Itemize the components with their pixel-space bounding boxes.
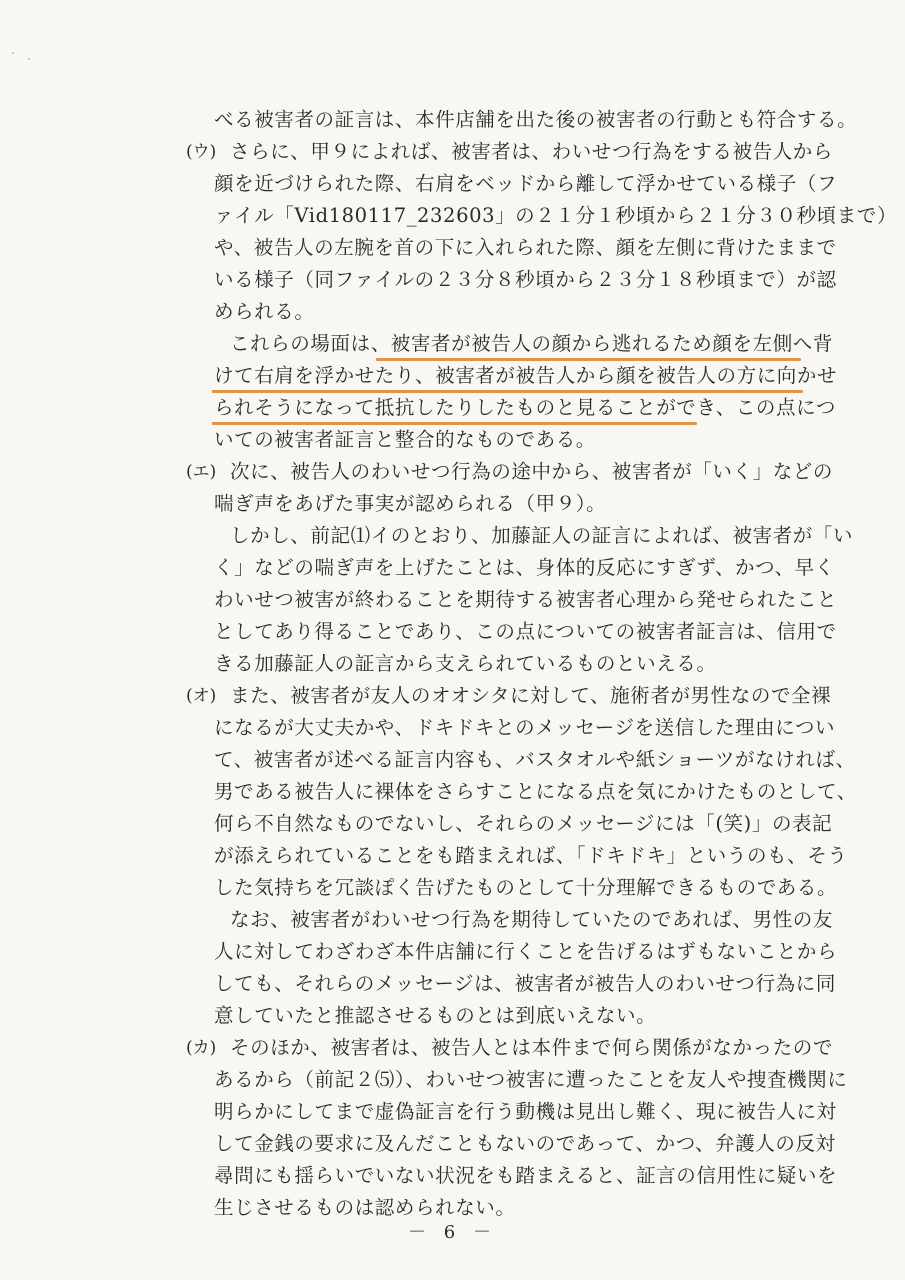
text-line: ァイル「Vid180117_232603」の２１分１秒頃から２１分３０秒頃まで）	[214, 204, 898, 227]
item-marker-e: (エ)	[186, 462, 217, 482]
text-line: く」などの喘ぎ声を上げたことは、身体的反応にすぎず、かつ、早く	[214, 556, 835, 579]
text-line: さらに、甲９によれば、被害者は、わいせつ行為をする被告人から	[230, 140, 834, 163]
highlight-underline	[376, 358, 801, 361]
text-line: て、被害者が述べる証言内容も、バスタオルや紙ショーツがなければ、	[214, 748, 856, 771]
text-line: しかし、前記⑴イのとおり、加藤証人の証言によれば、被害者が「い	[230, 524, 854, 547]
text-line: べる被害者の証言は、本件店舗を出た後の被害者の行動とも符合する。	[214, 108, 858, 131]
text-line: そのほか、被害者は、被告人とは本件まで何ら関係がなかったので	[230, 1036, 834, 1059]
text-line: 生じさせるものは認められない。	[214, 1196, 516, 1219]
page-number: － 6 －	[408, 1222, 497, 1243]
text-line-highlighted: られそうになって抵抗したりしたものと見ることができ、この点につ	[214, 396, 836, 419]
scan-speck	[12, 52, 14, 54]
text-line: が添えられていることをも踏まえれば、「ドキドキ」というのも、そう	[214, 844, 848, 867]
text-line: 尋問にも揺らいでいない状況をも踏まえると、証言の信用性に疑いを	[214, 1164, 838, 1187]
text-line: 人に対してわざわざ本件店舗に行くことを告げるはずもないことから	[214, 940, 838, 963]
text-line: になるが大丈夫かや、ドキドキとのメッセージを送信した理由につい	[214, 716, 836, 739]
highlight-underline	[212, 422, 697, 425]
text-line: して金銭の要求に及んだこともないのであって、かつ、弁護人の反対	[214, 1132, 836, 1155]
text-line: 男である被告人に裸体をさらすことになる点を気にかけたものとして、	[214, 780, 857, 803]
text-line: あるから（前記２⑸）、わいせつ被害に遭ったことを友人や捜査機関に	[214, 1068, 848, 1091]
item-marker-u: (ウ)	[186, 142, 217, 162]
text-line: 顔を近づけられた際、右肩をベッドから離して浮かせている様子（フ	[214, 172, 838, 195]
highlight-underline	[212, 390, 803, 393]
text-line: した気持ちを冗談ぽく告げたものとして十分理解できるものである。	[214, 876, 838, 899]
scan-speck	[28, 58, 30, 60]
text-line: 明らかにしてまで虚偽証言を行う動機は見出し難く、現に被告人に対	[214, 1100, 837, 1123]
text-line: 何ら不自然なものでないし、それらのメッセージには「(笑)」の表記	[214, 812, 833, 835]
text-line-highlighted: けて右肩を浮かせたり、被害者が被告人から顔を被告人の方に向かせ	[214, 364, 838, 387]
text-line: いての被害者証言と整合的なものである。	[214, 428, 596, 451]
text-line: や、被告人の左腕を首の下に入れられた際、顔を左側に背けたままで	[214, 236, 837, 259]
text-line: められる。	[214, 300, 315, 323]
text-line: しても、それらのメッセージは、被害者が被告人のわいせつ行為に同	[214, 972, 836, 995]
item-marker-ka: (カ)	[186, 1038, 217, 1058]
text-line: わいせつ被害が終わることを期待する被害者心理から発せられたこと	[214, 588, 838, 611]
text-line-highlighted: これらの場面は、被害者が被告人の顔から逃れるため顔を左側へ背	[230, 332, 834, 355]
text-line: 次に、被告人のわいせつ行為の途中から、被害者が「いく」などの	[230, 460, 834, 483]
text-line: なお、被害者がわいせつ行為を期待していたのであれば、男性の友	[230, 908, 834, 931]
text-line: としてあり得ることであり、この点についての被害者証言は、信用で	[214, 620, 837, 643]
text-line: また、被害者が友人のオオシタに対して、施術者が男性なので全裸	[230, 684, 832, 707]
text-line: いる様子（同ファイルの２３分８秒頃から２３分１８秒頃まで）が認	[214, 268, 837, 291]
text-line: 喘ぎ声をあげた事実が認められる（甲９）。	[214, 492, 607, 515]
text-line: 意していたと推認させるものとは到底いえない。	[214, 1004, 657, 1027]
item-marker-o: (オ)	[186, 686, 217, 706]
text-line: きる加藤証人の証言から支えられているものといえる。	[214, 652, 717, 675]
